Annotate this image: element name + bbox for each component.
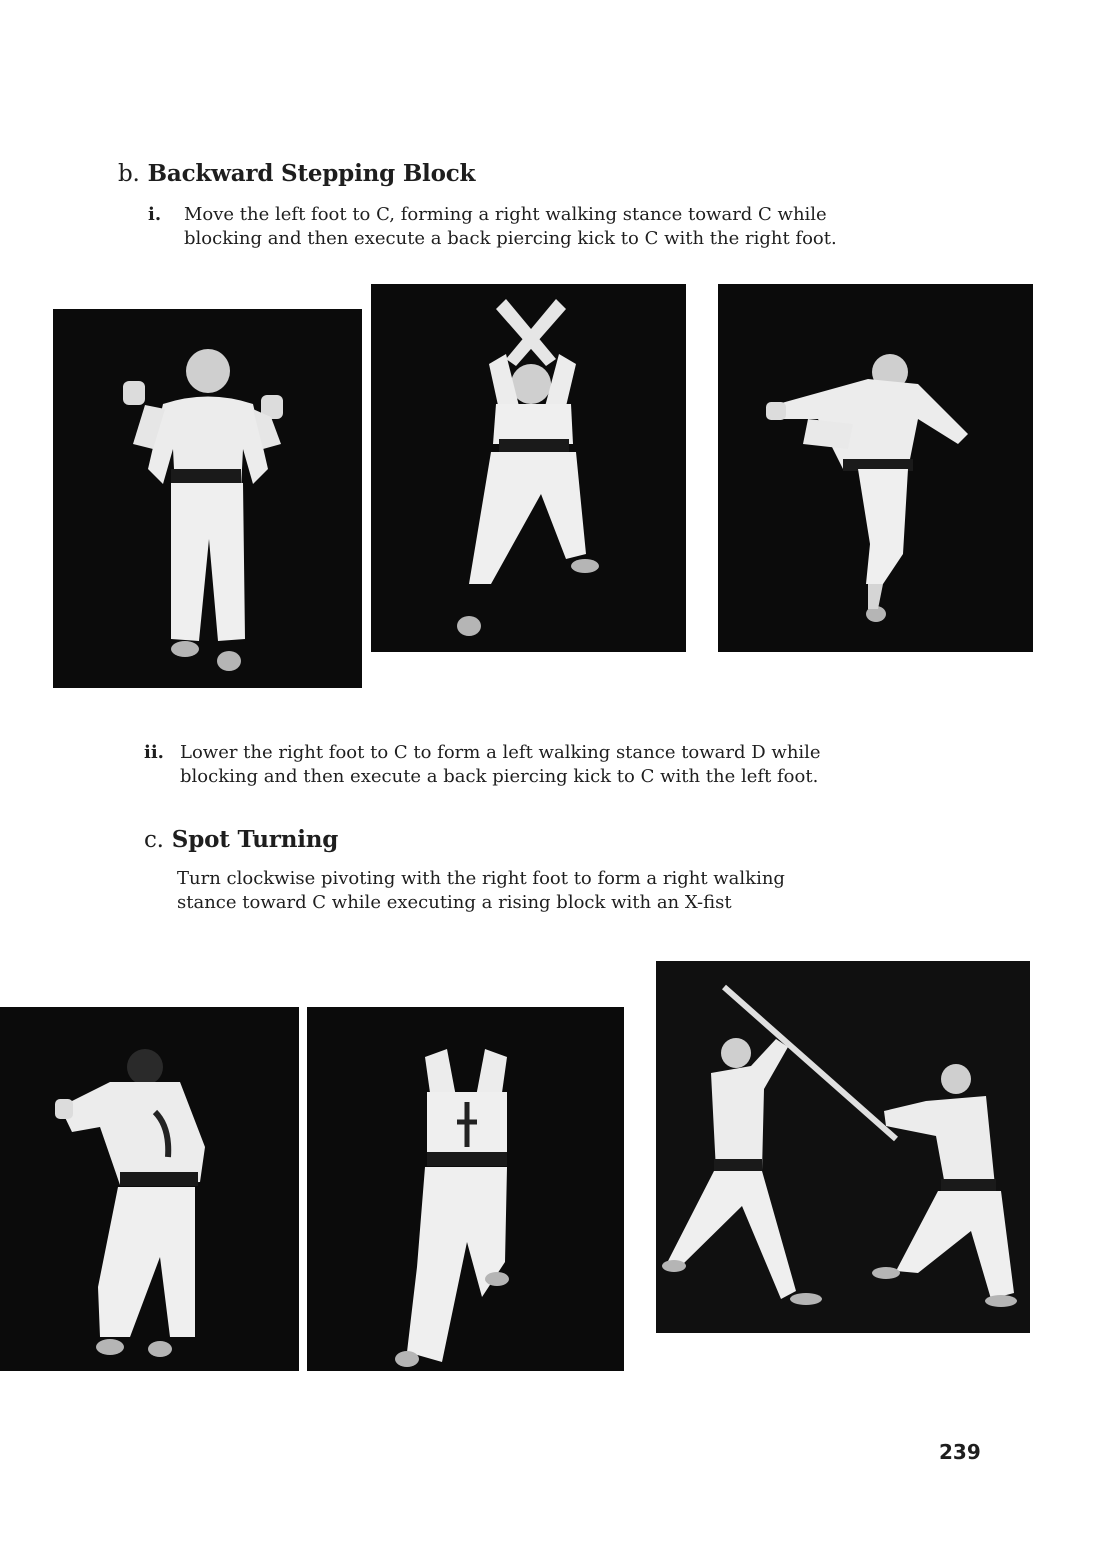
step-i-line2: blocking and then execute a back piercing kick to C with the right foot.	[184, 228, 837, 249]
section-c-line2: stance toward C while executing a rising block with an X-fist	[177, 892, 732, 913]
figure-turning-back-view-illustration	[0, 1007, 299, 1371]
photo-back-kick	[718, 284, 1033, 652]
step-ii-line2: blocking and then execute a back piercing kick to C with the left foot.	[180, 766, 819, 787]
photo-staff-demonstration	[656, 961, 1030, 1333]
figure-x-fist-back-view-illustration	[307, 1007, 624, 1371]
step-ii	[144, 741, 821, 789]
section-b-heading	[118, 160, 475, 187]
section-b-title: Backward Stepping Block	[147, 160, 476, 187]
step-ii-number: ii.	[144, 742, 164, 763]
figure-staff-demonstration-illustration	[656, 961, 1030, 1333]
step-i-line1: Move the left foot to C, forming a right walking stance toward C while	[184, 204, 827, 225]
section-c-paragraph	[177, 867, 785, 915]
figure-back-kick-illustration	[718, 284, 1033, 652]
figure-ready-stance-illustration	[53, 309, 362, 688]
section-c-heading	[144, 826, 338, 853]
section-b-marker: b.	[118, 161, 140, 187]
photo-turning-back-view	[0, 1007, 299, 1371]
section-c-marker: c.	[144, 827, 164, 853]
photo-x-fist-back-view	[307, 1007, 624, 1371]
figure-x-block-illustration	[371, 284, 686, 652]
page-number: 239	[939, 1440, 981, 1464]
photo-ready-stance	[53, 309, 362, 688]
section-c-title: Spot Turning	[171, 826, 339, 853]
photo-x-block	[371, 284, 686, 652]
step-ii-line1: Lower the right foot to C to form a left walking stance toward D while	[180, 742, 821, 763]
section-c-line1: Turn clockwise pivoting with the right foot to form a right walking	[177, 868, 785, 889]
step-i-number: i.	[148, 204, 162, 225]
step-i	[148, 203, 837, 251]
